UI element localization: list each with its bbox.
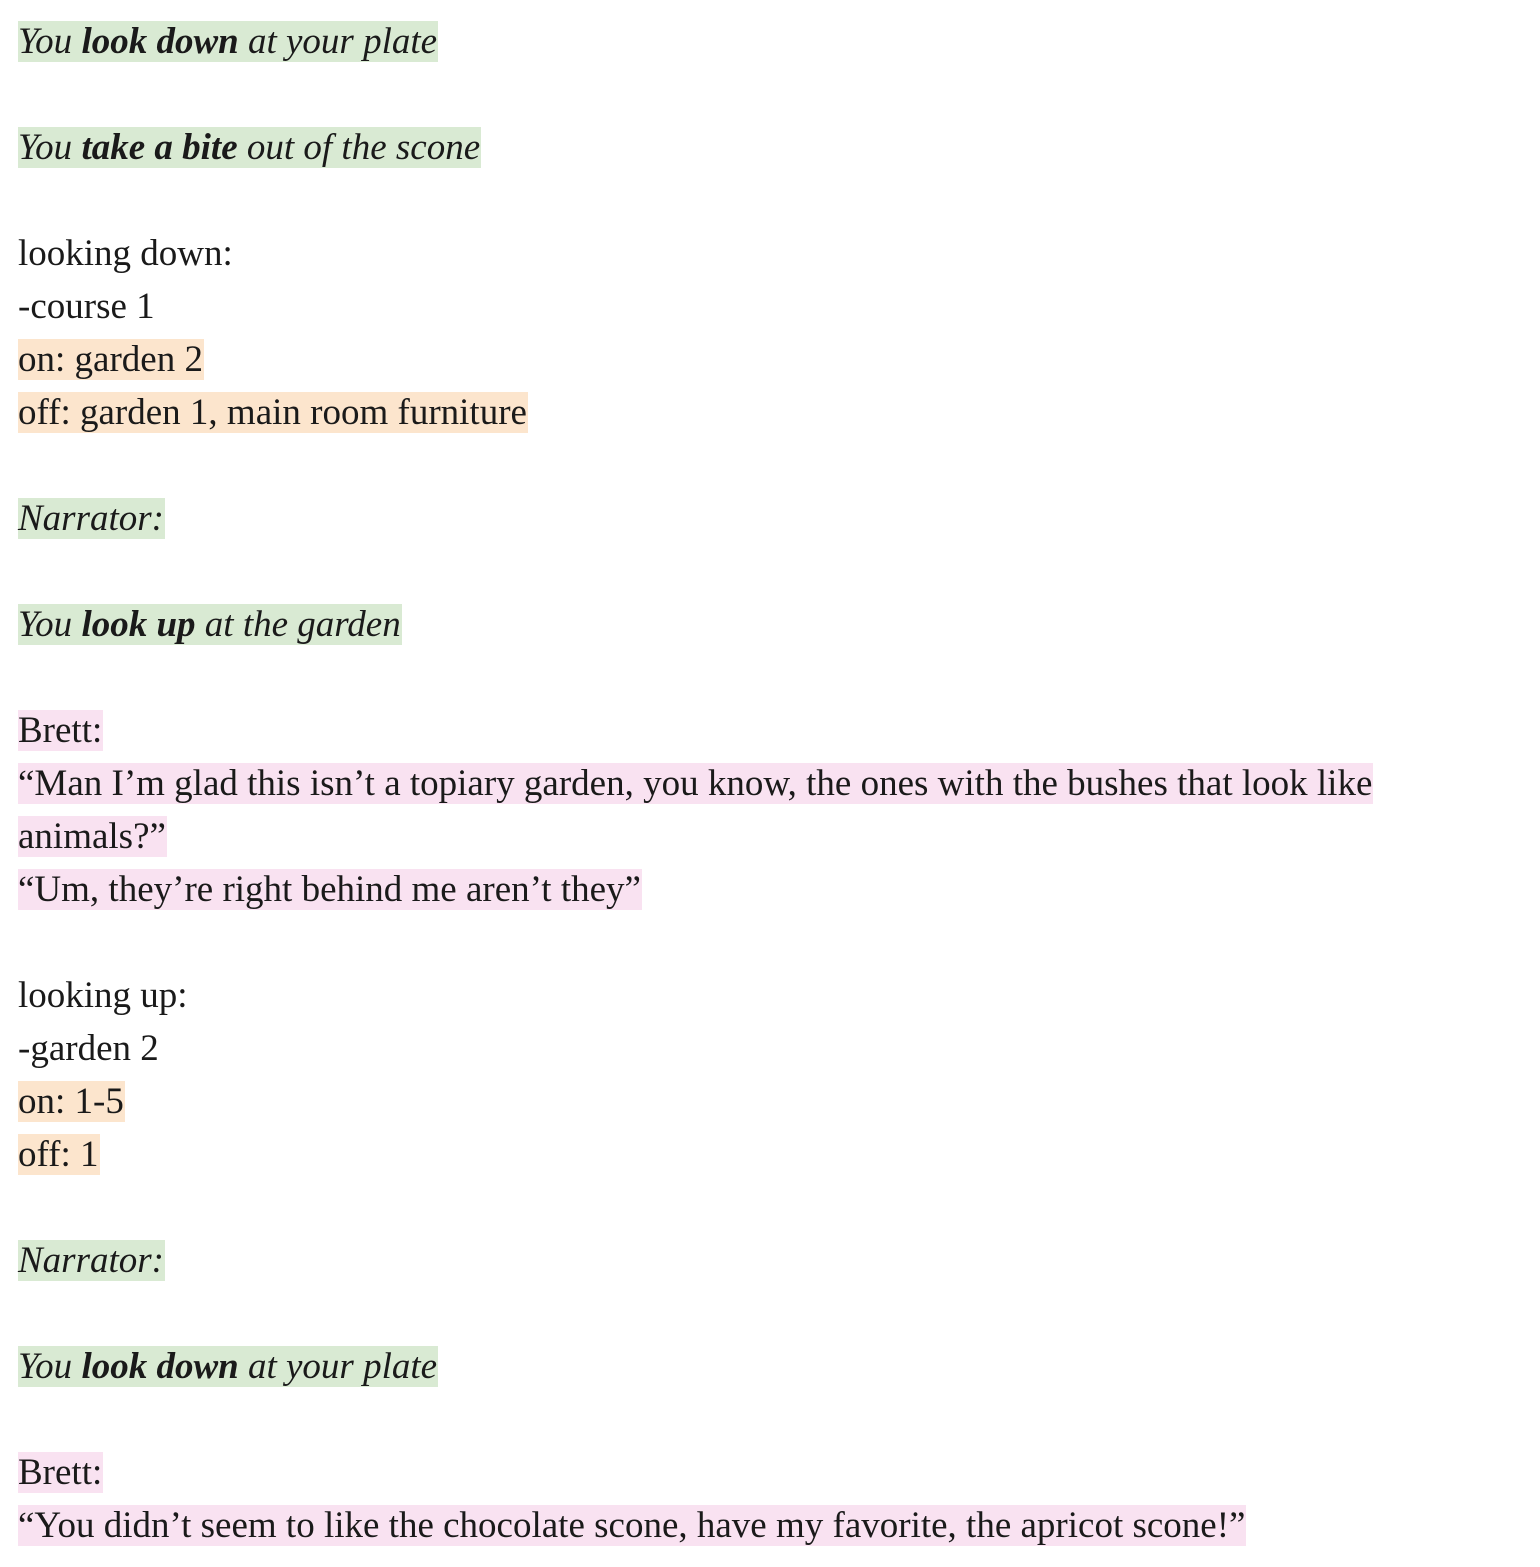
action-prefix: You — [18, 127, 82, 168]
dialogue-line: “Um, they’re right behind me aren’t they” — [18, 869, 641, 910]
action-suffix: at your plate — [238, 1346, 438, 1387]
dialogue-line: “You didn’t seem to like the chocolate scone, have my favorite, the apricot scone!” — [18, 1505, 1246, 1546]
narrator-label: Narrator: — [18, 1240, 164, 1281]
action-verb: look up — [81, 604, 196, 645]
action-suffix: out of the scone — [237, 127, 481, 168]
course-item: -course 1 — [18, 286, 155, 327]
action-verb: look down — [81, 1346, 239, 1387]
action-line-look-down — [18, 1340, 1518, 1393]
action-verb: look down — [81, 21, 239, 62]
speaker-label-brett: Brett: — [18, 710, 103, 751]
on-list: on: 1-5 — [18, 1081, 124, 1122]
action-line-look-down — [18, 15, 1518, 68]
dialogue-line: “Man I’m glad this isn’t a topiary garden, you know, the ones with the bushes that look like animals?” — [18, 763, 1373, 857]
on-list: on: garden 2 — [18, 339, 203, 380]
action-verb: take a bite — [81, 127, 238, 168]
action-prefix: You — [18, 21, 82, 62]
garden-item: -garden 2 — [18, 1028, 159, 1069]
speaker-label-brett: Brett: — [18, 1452, 103, 1493]
off-list: off: garden 1, main room furniture — [18, 392, 527, 433]
narrator-label: Narrator: — [18, 498, 164, 539]
action-line-look-up — [18, 598, 1518, 651]
action-line-take-bite — [18, 121, 1518, 174]
action-prefix: You — [18, 604, 82, 645]
document-body — [18, 15, 1518, 1552]
off-list: off: 1 — [18, 1134, 99, 1175]
action-suffix: at the garden — [195, 604, 401, 645]
action-suffix: at your plate — [238, 21, 438, 62]
action-prefix: You — [18, 1346, 82, 1387]
section-heading-looking-down: looking down: — [18, 233, 233, 274]
section-heading-looking-up: looking up: — [18, 975, 188, 1016]
